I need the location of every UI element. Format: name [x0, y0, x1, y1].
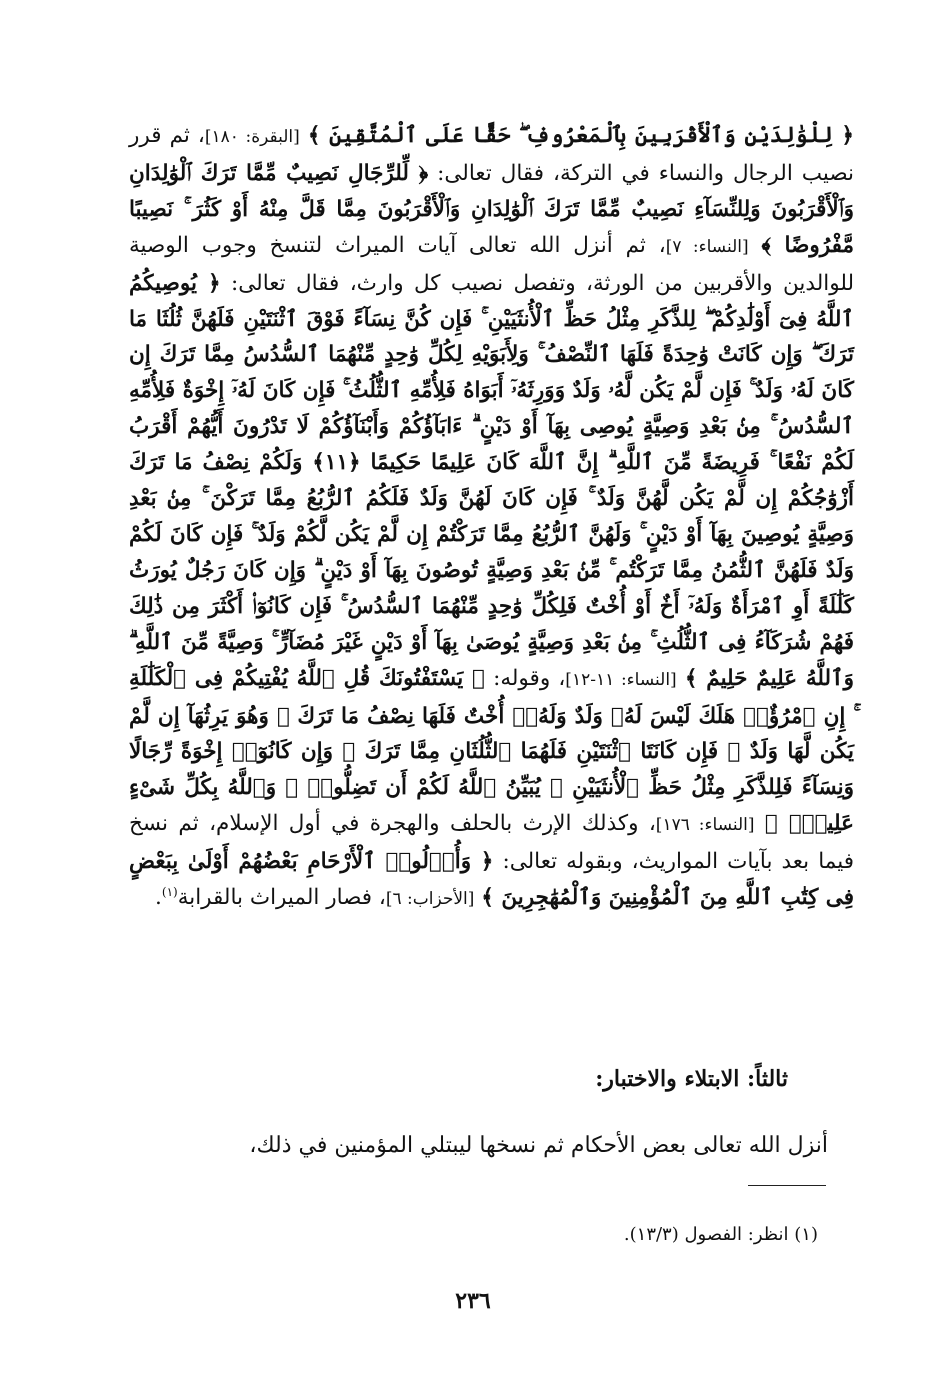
body-text-span: .: [155, 885, 162, 911]
verse-reference: [الأحزاب: ٦]: [385, 889, 475, 910]
footnote-marker: (١): [161, 884, 178, 899]
quran-verse: ﴿ يَسْتَفْتُونَكَ قُلِ ٱللَّهُ يُفْتِيكُمْ فِى ٱلْكَلَٰلَةِ ۚ إِنِ ٱمْرُؤٌا۟ هَلَكَ لَيْسَ لَهُۥ وَلَدٌ وَلَهُۥٓ أُخْتٌ فَلَهَا نِصْفُ مَا تَرَكَ ۚ وَهُوَ يَرِثُهَآ إِن لَّمْ يَكُن لَّهَا وَلَدٌ ۚ فَإِن كَانَتَا ٱثْنَتَيْنِ فَلَهُمَا ٱلثُّلُثَانِ مِمَّا تَرَكَ ۚ وَإِن كَانُوٓا۟ إِخْوَةً رِّجَالًا وَنِسَآءً فَلِلذَّكَرِ مِثْلُ حَظِّ ٱلْأُنثَيَيْنِ ۗ يُبَيِّنُ ٱللَّهُ لَكُمْ أَن تَضِلُّوا۟ ۗ وَٱللَّهُ بِكُلِّ شَىْءٍ عَلِيمٌۢ ﴾: [129, 665, 854, 837]
body-text-span: ، ثم قرر نصيب الرجال والنساء في التركة، فقال تعالى:: [129, 123, 854, 186]
body-text-span: ، فصار الميراث بالقرابة: [177, 885, 386, 911]
quran-verse: ﴿ لِلْوَٰلِدَيْنِ وَٱلْأَقْرَبِينَ بِٱلْمَعْرُوفِ ۖ حَقًّا عَلَى ٱلْمُتَّقِينَ ﴾: [307, 123, 854, 148]
body-text-span: ، وقوله:: [493, 665, 566, 691]
quran-verse: ﴿ لِّلرِّجَالِ نَصِيبٌ مِّمَّا تَرَكَ ٱلْوَٰلِدَانِ وَٱلْأَقْرَبُونَ وَلِلنِّسَآءِ نَصِيبٌ مِّمَّا تَرَكَ ٱلْوَٰلِدَانِ وَٱلْأَقْرَبُونَ مِمَّا قَلَّ مِنْهُ أَوْ كَثُرَ ۚ نَصِيبًا مَّفْرُوضًا ﴾: [129, 160, 854, 258]
section-heading: ثالثاً: الابتلاء والاختبار:: [595, 1066, 788, 1092]
verse-reference: [البقرة: ١٨٠]: [204, 127, 300, 147]
verse-reference: [النساء: ١١-١٢]: [565, 669, 677, 690]
section-paragraph: أنزل الله تعالى بعض الأحكام ثم نسخها ليبتلي المؤمنين في ذلك،: [249, 1133, 828, 1158]
quran-verse: ﴿ وَأُو۟لُوا۟ ٱلْأَرْحَامِ بَعْضُهُمْ أَوْلَىٰ بِبَعْضٍ فِى كِتَٰبِ ٱللَّهِ مِنَ ٱلْمُؤْمِنِينَ وَٱلْمُهَٰجِرِينَ ﴾: [129, 849, 854, 911]
verse-reference: [النساء: ٧]: [665, 236, 749, 257]
page-number: ٢٣٦: [455, 1288, 491, 1314]
verse-reference: [النساء: ١٧٦]: [655, 815, 755, 836]
body-text-span: ، ثم أنزل الله تعالى آيات الميراث لتنسخ وجوب الوصية للوالدين والأقربين من الورثة، وتفصل نصيب كل وارث، فقال تعالى:: [129, 232, 854, 296]
main-paragraph: [129, 118, 854, 918]
main-text-block: [129, 118, 854, 918]
quran-verse: ﴿ يُوصِيكُمُ ٱللَّهُ فِىٓ أَوْلَٰدِكُمْ ۖ لِلذَّكَرِ مِثْلُ حَظِّ ٱلْأُنثَيَيْنِ ۚ فَإِن كُنَّ نِسَآءً فَوْقَ ٱثْنَتَيْنِ فَلَهُنَّ ثُلُثَا مَا تَرَكَ ۖ وَإِن كَانَتْ وَٰحِدَةً فَلَهَا ٱلنِّصْفُ ۚ وَلِأَبَوَيْهِ لِكُلِّ وَٰحِدٍ مِّنْهُمَا ٱلسُّدُسُ مِمَّا تَرَكَ إِن كَانَ لَهُۥ وَلَدٌ ۚ فَإِن لَّمْ يَكُن لَّهُۥ وَلَدٌ وَوَرِثَهُۥٓ أَبَوَاهُ فَلِأُمِّهِ ٱلثُّلُثُ ۚ فَإِن كَانَ لَهُۥٓ إِخْوَةٌ فَلِأُمِّهِ ٱلسُّدُسُ ۚ مِنۢ بَعْدِ وَصِيَّةٍ يُوصِى بِهَآ أَوْ دَيْنٍ ۗ ءَابَآؤُكُمْ وَأَبْنَآؤُكُمْ لَا تَدْرُونَ أَيُّهُمْ أَقْرَبُ لَكُمْ نَفْعًا ۚ فَرِيضَةً مِّنَ ٱللَّهِ ۗ إِنَّ ٱللَّهَ كَانَ عَلِيمًا حَكِيمًا ﴿١١﴾ وَلَكُمْ نِصْفُ مَا تَرَكَ أَزْوَٰجُكُمْ إِن لَّمْ يَكُن لَّهُنَّ وَلَدٌ ۚ فَإِن كَانَ لَهُنَّ وَلَدٌ فَلَكُمُ ٱلرُّبُعُ مِمَّا تَرَكْنَ ۚ مِنۢ بَعْدِ وَصِيَّةٍ يُوصِينَ بِهَآ أَوْ دَيْنٍ ۚ وَلَهُنَّ ٱلرُّبُعُ مِمَّا تَرَكْتُمْ إِن لَّمْ يَكُن لَّكُمْ وَلَدٌ ۚ فَإِن كَانَ لَكُمْ وَلَدٌ فَلَهُنَّ ٱلثُّمُنُ مِمَّا تَرَكْتُم ۚ مِّنۢ بَعْدِ وَصِيَّةٍ تُوصُونَ بِهَآ أَوْ دَيْنٍ ۗ وَإِن كَانَ رَجُلٌ يُورَثُ كَلَٰلَةً أَوِ ٱمْرَأَةٌ وَلَهُۥٓ أَخٌ أَوْ أُخْتٌ فَلِكُلِّ وَٰحِدٍ مِّنْهُمَا ٱلسُّدُسُ ۚ فَإِن كَانُوٓا۟ أَكْثَرَ مِن ذَٰلِكَ فَهُمْ شُرَكَآءُ فِى ٱلثُّلُثِ ۚ مِنۢ بَعْدِ وَصِيَّةٍ يُوصَىٰ بِهَآ أَوْ دَيْنٍ غَيْرَ مُضَآرٍّ ۚ وَصِيَّةً مِّنَ ٱللَّهِ ۗ وَٱللَّهُ عَلِيمٌ حَلِيمٌ ﴾: [129, 270, 855, 691]
footnote: (١) انظر: الفصول (١٣/٣).: [623, 1224, 818, 1245]
footnote-divider: [748, 1185, 826, 1186]
body-text-span: ، وكذلك الإرث بالحلف والهجرة في أول الإسلام، ثم نسخ فيما بعد بآيات المواريث، وبقوله تعالى:: [129, 811, 854, 875]
